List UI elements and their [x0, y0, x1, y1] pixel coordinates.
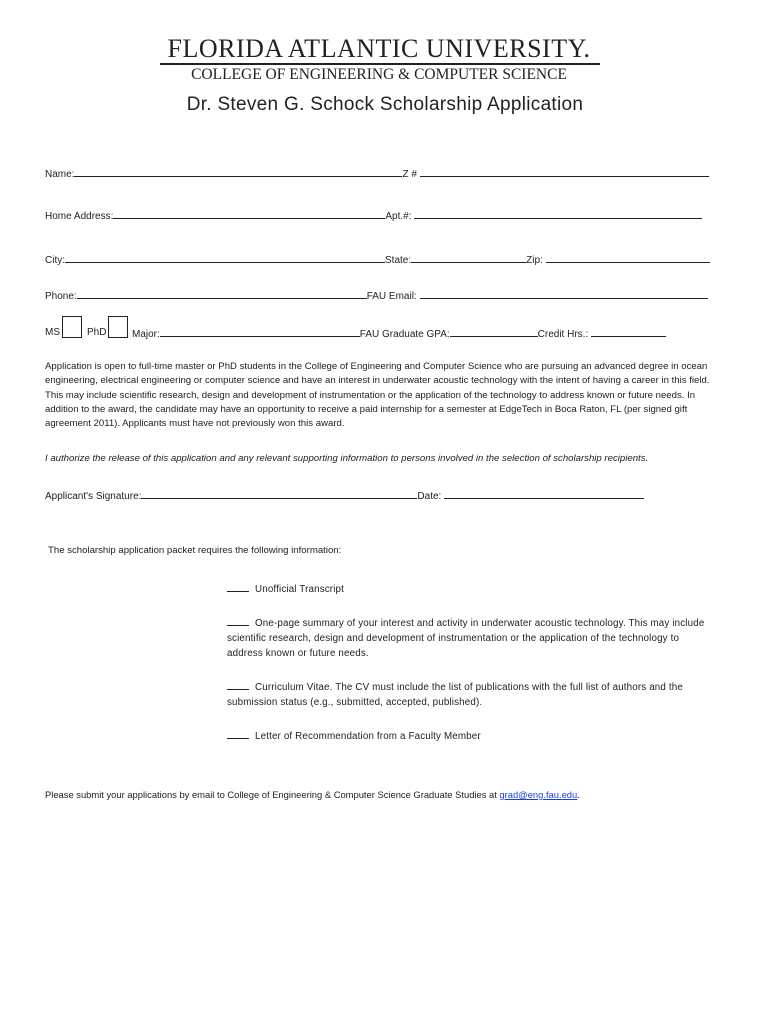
- home-address-label: Home Address:: [45, 211, 114, 222]
- phd-checkbox[interactable]: [108, 316, 128, 338]
- college-name: COLLEGE OF ENGINEERING & COMPUTER SCIENCE: [191, 66, 567, 83]
- email-link[interactable]: grad@eng.fau.edu: [499, 789, 578, 800]
- apt-field[interactable]: [414, 209, 702, 219]
- home-address-field[interactable]: [113, 209, 385, 219]
- degree-row: [132, 327, 666, 340]
- requirement-item: [227, 729, 717, 744]
- phone-field[interactable]: [77, 289, 367, 299]
- gpa-field[interactable]: [450, 327, 538, 337]
- university-logo: [158, 34, 600, 84]
- date-field[interactable]: [444, 489, 644, 499]
- state-field[interactable]: [411, 253, 526, 263]
- requirement-text: Curriculum Vitae. The CV must include the list of publications with the full list of authors and the submission status (e.g., submitted, accepted, published).: [227, 682, 683, 708]
- requirement-item: [227, 582, 717, 597]
- name-field[interactable]: [74, 167, 402, 177]
- gpa-label: FAU Graduate GPA:: [359, 329, 450, 340]
- major-label: Major:: [132, 329, 160, 340]
- z-number-label: Z #: [402, 169, 417, 180]
- ms-label: MS: [45, 327, 60, 338]
- university-name: FLORIDA ATLANTIC UNIVERSITY.: [167, 34, 591, 63]
- requirement-text: One-page summary of your interest and activity in underwater acoustic technology. This may include scientific research, design and development of instrumentation or the application of the technology to address known or future needs.: [227, 618, 705, 659]
- check-blank[interactable]: [227, 582, 249, 592]
- credit-hrs-label: Credit Hrs.:: [537, 329, 589, 340]
- zip-field[interactable]: [546, 253, 710, 263]
- eligibility-description: Application is open to full-time master or PhD students in the College of Engineering and Computer Science who are pursuing an advanced degree in ocean engineering, electrical engineering or computer science and have an interest in underwater acoustic technology with the intent of having a career in this field. This may include scientific research, design and development of instrumentation or the application of the technology to address known or future needs. In addition to the award, the candidate may have an opportunity to receive a paid internship for a semester at EdgeTech in Boca Raton, FL (per signed gift agreement 2011). Applicants must have not previously won this award.: [45, 361, 710, 430]
- state-label: State:: [385, 255, 412, 266]
- check-blank[interactable]: [227, 729, 249, 739]
- requirement-text: Letter of Recommendation from a Faculty Member: [255, 731, 481, 742]
- submission-text: Please submit your applications by email to College of Engineering & Computer Science Graduate Studies at: [45, 789, 500, 800]
- phd-label: PhD: [87, 327, 107, 338]
- credit-hrs-field[interactable]: [591, 327, 666, 337]
- fau-email-field[interactable]: [420, 289, 708, 299]
- authorization-statement: I authorize the release of this application and any relevant supporting information to persons involved in the selection of scholarship recipients.: [45, 453, 649, 464]
- signature-label: Applicant's Signature:: [45, 491, 142, 502]
- fau-email-label: FAU Email:: [366, 291, 417, 302]
- z-number-field[interactable]: [420, 167, 709, 177]
- submission-end: .: [577, 789, 580, 800]
- major-field[interactable]: [160, 327, 360, 337]
- requirement-item: [227, 680, 717, 710]
- requirement-item: [227, 616, 717, 661]
- phone-row: [45, 289, 708, 302]
- signature-row: [45, 489, 644, 502]
- date-label: Date:: [417, 491, 442, 502]
- name-row: [45, 167, 709, 180]
- requirement-text: Unofficial Transcript: [255, 584, 344, 595]
- submission-instructions: [45, 789, 580, 800]
- city-field[interactable]: [65, 253, 385, 263]
- form-title: Dr. Steven G. Schock Scholarship Application: [186, 94, 584, 115]
- logo-rule: [160, 63, 600, 65]
- city-row: [45, 253, 710, 266]
- signature-field[interactable]: [141, 489, 417, 499]
- city-label: City:: [45, 255, 65, 266]
- requirements-intro: The scholarship application packet requires the following information:: [48, 545, 342, 556]
- zip-label: Zip:: [526, 255, 543, 266]
- name-label: Name:: [45, 169, 75, 180]
- check-blank[interactable]: [227, 616, 249, 626]
- ms-checkbox[interactable]: [62, 316, 82, 338]
- phone-label: Phone:: [45, 291, 77, 302]
- apt-label: Apt.#:: [385, 211, 412, 222]
- address-row: [45, 209, 702, 222]
- check-blank[interactable]: [227, 680, 249, 690]
